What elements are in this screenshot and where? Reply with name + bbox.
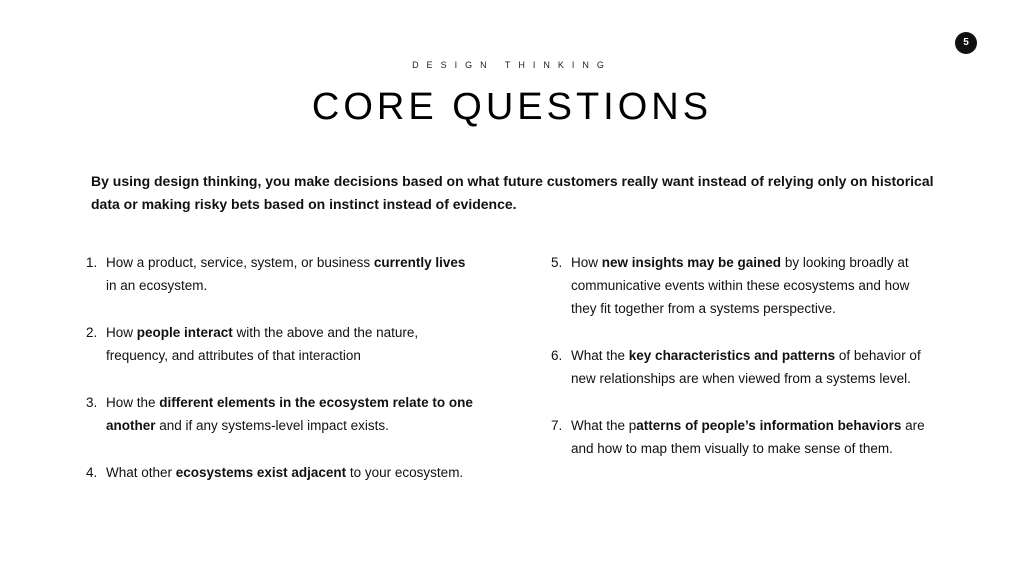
list-item-text [571,255,909,316]
list-item-number: 6. [551,348,563,363]
list-item [551,344,931,390]
body-text: with the above and the nature, frequency, and attributes of that interaction [106,325,419,363]
list-item-number: 3. [86,395,98,410]
list-item [86,321,476,367]
list-item-text [106,395,473,433]
body-text: and if any systems-level impact exists. [155,418,389,433]
list-item-number: 2. [86,325,98,340]
list-item-text [571,348,921,386]
list-item-text [106,325,418,363]
body-text: What the p [571,418,637,433]
emphasis-text: different elements in the ecosystem relate to one another [106,395,473,433]
body-text: How [571,255,602,270]
section-kicker: DESIGN THINKING [412,60,612,70]
list-item-text [106,255,465,293]
list-item-number: 1. [86,255,98,270]
emphasis-text: people interact [136,325,233,340]
list-item [86,461,476,484]
list-item-text [571,418,925,456]
questions-left-column [86,251,476,484]
list-item [551,251,931,320]
list-item-text [106,465,463,480]
list-item-number: 4. [86,465,98,480]
body-text: in an ecosystem. [106,278,208,293]
emphasis-text: key characteristics and patterns [628,348,836,363]
emphasis-text: ecosystems exist adjacent [175,465,347,480]
list-item-number: 5. [551,255,563,270]
body-text: by looking broadly at communicative events within these ecosystems and how they fit together from a systems perspective. [571,255,910,316]
body-text: How the [106,395,160,410]
emphasis-text: atterns of people’s information behaviors [636,418,902,433]
questions-right-column [551,251,931,460]
body-text: What other [106,465,176,480]
list-item [86,251,476,297]
page-title: CORE QUESTIONS [311,86,713,128]
body-text: How a product, service, system, or business [106,255,374,270]
list-item-number: 7. [551,418,563,433]
list-item [86,391,476,437]
page-number-badge: 5 [955,32,977,54]
emphasis-text: new insights may be gained [601,255,782,270]
list-item [551,414,931,460]
intro-paragraph: By using design thinking, you make decisions based on what future customers really want instead of relying only on historical data or making risky bets based on instinct instead of evidence. [91,173,934,212]
emphasis-text: currently lives [373,255,466,270]
body-text: How [106,325,137,340]
body-text: of behavior of new relationships are when viewed from a systems level. [571,348,921,386]
body-text: are and how to map them visually to make sense of them. [571,418,925,456]
body-text: What the [571,348,629,363]
body-text: to your ecosystem. [346,465,464,480]
